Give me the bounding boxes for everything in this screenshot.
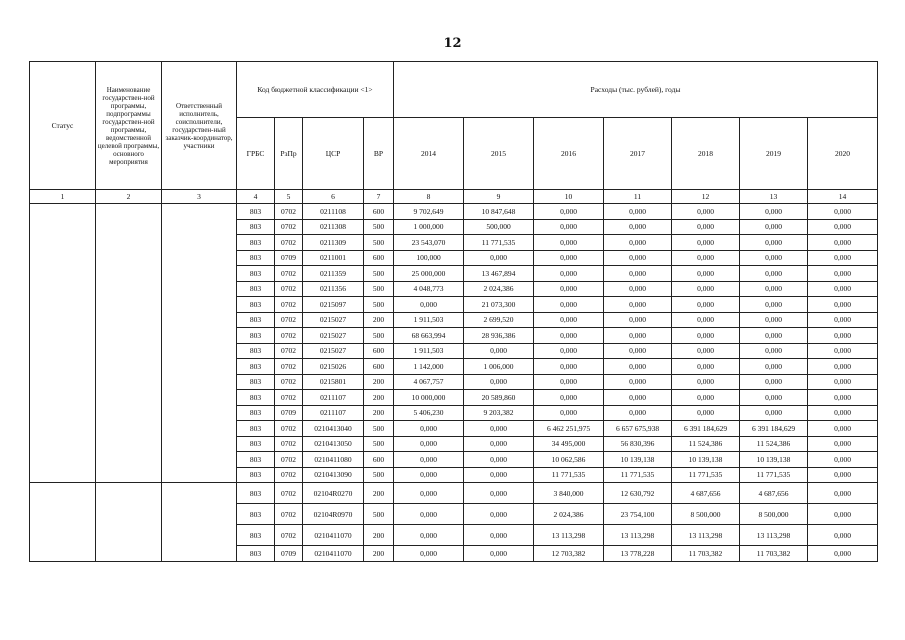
expense-2018-cell: 11 703,382 — [672, 546, 740, 562]
expense-2017-cell: 6 657 675,938 — [604, 421, 672, 437]
csr-cell: 0210411070 — [303, 525, 364, 546]
header-year-2016: 2016 — [534, 118, 604, 190]
vr-cell: 200 — [364, 546, 394, 562]
column-number: 3 — [162, 190, 237, 204]
expense-2015-cell: 0,000 — [464, 452, 534, 468]
rzpr-cell: 0702 — [275, 312, 303, 328]
header-year-2015: 2015 — [464, 118, 534, 190]
rzpr-cell: 0702 — [275, 390, 303, 406]
expense-2019-cell: 4 687,656 — [740, 483, 808, 504]
vr-cell: 500 — [364, 297, 394, 313]
grbs-cell: 803 — [237, 235, 275, 251]
expense-2018-cell: 6 391 184,629 — [672, 421, 740, 437]
expense-2019-cell: 11 524,386 — [740, 436, 808, 452]
grbs-cell: 803 — [237, 436, 275, 452]
expense-2020-cell: 0,000 — [808, 343, 878, 359]
expense-2018-cell: 0,000 — [672, 297, 740, 313]
expense-2020-cell: 0,000 — [808, 467, 878, 483]
column-number: 7 — [364, 190, 394, 204]
csr-cell: 02104R0270 — [303, 483, 364, 504]
expense-2015-cell: 13 467,894 — [464, 266, 534, 282]
expense-2020-cell: 0,000 — [808, 452, 878, 468]
expense-2014-cell: 0,000 — [394, 546, 464, 562]
expense-2016-cell: 10 062,586 — [534, 452, 604, 468]
expense-2015-cell: 500,000 — [464, 219, 534, 235]
expense-2019-cell: 0,000 — [740, 359, 808, 375]
expense-2017-cell: 0,000 — [604, 281, 672, 297]
expense-2020-cell: 0,000 — [808, 359, 878, 375]
expense-2017-cell: 0,000 — [604, 328, 672, 344]
expense-2016-cell: 12 703,382 — [534, 546, 604, 562]
expense-2018-cell: 0,000 — [672, 374, 740, 390]
grbs-cell: 803 — [237, 525, 275, 546]
expense-2019-cell: 0,000 — [740, 281, 808, 297]
expense-2016-cell: 0,000 — [534, 204, 604, 220]
expense-2019-cell: 0,000 — [740, 328, 808, 344]
expense-2020-cell: 0,000 — [808, 421, 878, 437]
column-number: 10 — [534, 190, 604, 204]
expense-2019-cell: 11 771,535 — [740, 467, 808, 483]
expense-2014-cell: 100,000 — [394, 250, 464, 266]
grbs-cell: 803 — [237, 359, 275, 375]
expense-2020-cell: 0,000 — [808, 204, 878, 220]
expense-2016-cell: 0,000 — [534, 266, 604, 282]
expense-2019-cell: 0,000 — [740, 235, 808, 251]
expense-2019-cell: 0,000 — [740, 266, 808, 282]
expense-2018-cell: 0,000 — [672, 328, 740, 344]
expense-2018-cell: 0,000 — [672, 359, 740, 375]
expense-2018-cell: 0,000 — [672, 390, 740, 406]
vr-cell: 200 — [364, 374, 394, 390]
header-vr: ВР — [364, 118, 394, 190]
rzpr-cell: 0702 — [275, 374, 303, 390]
expense-2017-cell: 0,000 — [604, 343, 672, 359]
column-number: 6 — [303, 190, 364, 204]
expense-2015-cell: 0,000 — [464, 467, 534, 483]
vr-cell: 200 — [364, 483, 394, 504]
expense-2018-cell: 11 771,535 — [672, 467, 740, 483]
grbs-cell: 803 — [237, 421, 275, 437]
grbs-cell: 803 — [237, 204, 275, 220]
expense-2016-cell: 0,000 — [534, 405, 604, 421]
expense-2017-cell: 13 778,228 — [604, 546, 672, 562]
header-responsible: Ответственный исполнитель, соисполнители, государствен-ный заказчик-координатор, участники — [162, 62, 237, 190]
expense-2019-cell: 13 113,298 — [740, 525, 808, 546]
column-number: 13 — [740, 190, 808, 204]
vr-cell: 500 — [364, 219, 394, 235]
expense-2015-cell: 0,000 — [464, 525, 534, 546]
expense-2020-cell: 0,000 — [808, 297, 878, 313]
expense-2015-cell: 0,000 — [464, 436, 534, 452]
expense-2019-cell: 6 391 184,629 — [740, 421, 808, 437]
grbs-cell: 803 — [237, 297, 275, 313]
csr-cell: 0215027 — [303, 328, 364, 344]
vr-cell: 200 — [364, 525, 394, 546]
header-year-2017: 2017 — [604, 118, 672, 190]
expense-2016-cell: 0,000 — [534, 359, 604, 375]
expense-2016-cell: 34 495,000 — [534, 436, 604, 452]
grbs-cell: 803 — [237, 390, 275, 406]
csr-cell: 0211108 — [303, 204, 364, 220]
expense-2018-cell: 0,000 — [672, 343, 740, 359]
vr-cell: 600 — [364, 452, 394, 468]
expense-2020-cell: 0,000 — [808, 328, 878, 344]
csr-cell: 0211308 — [303, 219, 364, 235]
rzpr-cell: 0702 — [275, 421, 303, 437]
grbs-cell: 803 — [237, 250, 275, 266]
expense-2014-cell: 0,000 — [394, 421, 464, 437]
expense-2020-cell: 0,000 — [808, 374, 878, 390]
expense-2014-cell: 10 000,000 — [394, 390, 464, 406]
rzpr-cell: 0702 — [275, 343, 303, 359]
rzpr-cell: 0702 — [275, 266, 303, 282]
rzpr-cell: 0702 — [275, 467, 303, 483]
status-cell — [30, 483, 96, 562]
rzpr-cell: 0702 — [275, 219, 303, 235]
expense-2020-cell: 0,000 — [808, 390, 878, 406]
expense-2019-cell: 0,000 — [740, 250, 808, 266]
expense-2016-cell: 0,000 — [534, 250, 604, 266]
rzpr-cell: 0702 — [275, 525, 303, 546]
rzpr-cell: 0709 — [275, 546, 303, 562]
grbs-cell: 803 — [237, 546, 275, 562]
expense-2018-cell: 13 113,298 — [672, 525, 740, 546]
expense-2020-cell: 0,000 — [808, 281, 878, 297]
csr-cell: 0210411080 — [303, 452, 364, 468]
vr-cell: 600 — [364, 250, 394, 266]
vr-cell: 500 — [364, 467, 394, 483]
vr-cell: 500 — [364, 504, 394, 525]
csr-cell: 0211107 — [303, 405, 364, 421]
grbs-cell: 803 — [237, 219, 275, 235]
header-budget-code: Код бюджетной классификации <1> — [237, 62, 394, 118]
expense-2014-cell: 0,000 — [394, 504, 464, 525]
expense-2017-cell: 12 630,792 — [604, 483, 672, 504]
expense-2014-cell: 23 543,070 — [394, 235, 464, 251]
header-expenses: Расходы (тыс. рублей), годы — [394, 62, 878, 118]
table-row — [30, 204, 878, 220]
expense-2020-cell: 0,000 — [808, 483, 878, 504]
expense-2017-cell: 0,000 — [604, 266, 672, 282]
header-grbs: ГРБС — [237, 118, 275, 190]
expense-2020-cell: 0,000 — [808, 312, 878, 328]
expense-2018-cell: 0,000 — [672, 281, 740, 297]
column-number: 2 — [96, 190, 162, 204]
vr-cell: 600 — [364, 204, 394, 220]
expense-2015-cell: 1 006,000 — [464, 359, 534, 375]
expense-2020-cell: 0,000 — [808, 405, 878, 421]
grbs-cell: 803 — [237, 504, 275, 525]
expense-2018-cell: 0,000 — [672, 405, 740, 421]
column-number-row — [30, 190, 878, 204]
expense-2018-cell: 8 500,000 — [672, 504, 740, 525]
expense-2018-cell: 0,000 — [672, 266, 740, 282]
rzpr-cell: 0702 — [275, 359, 303, 375]
column-number: 4 — [237, 190, 275, 204]
expense-2019-cell: 0,000 — [740, 343, 808, 359]
expense-2016-cell: 3 840,000 — [534, 483, 604, 504]
csr-cell: 02104R0970 — [303, 504, 364, 525]
expense-2018-cell: 0,000 — [672, 219, 740, 235]
vr-cell: 500 — [364, 436, 394, 452]
expense-2014-cell: 5 406,230 — [394, 405, 464, 421]
expense-2015-cell: 0,000 — [464, 504, 534, 525]
grbs-cell: 803 — [237, 467, 275, 483]
grbs-cell: 803 — [237, 281, 275, 297]
vr-cell: 200 — [364, 390, 394, 406]
grbs-cell: 803 — [237, 405, 275, 421]
grbs-cell: 803 — [237, 374, 275, 390]
column-number: 14 — [808, 190, 878, 204]
csr-cell: 0215026 — [303, 359, 364, 375]
expense-2017-cell: 0,000 — [604, 359, 672, 375]
expense-2015-cell: 2 699,520 — [464, 312, 534, 328]
expense-2014-cell: 4 048,773 — [394, 281, 464, 297]
expense-2014-cell: 4 067,757 — [394, 374, 464, 390]
column-number: 1 — [30, 190, 96, 204]
expense-2020-cell: 0,000 — [808, 235, 878, 251]
expense-2017-cell: 0,000 — [604, 204, 672, 220]
vr-cell: 500 — [364, 328, 394, 344]
vr-cell: 500 — [364, 281, 394, 297]
expense-2016-cell: 0,000 — [534, 343, 604, 359]
vr-cell: 500 — [364, 421, 394, 437]
expense-2017-cell: 0,000 — [604, 405, 672, 421]
expense-2014-cell: 1 142,000 — [394, 359, 464, 375]
csr-cell: 0215801 — [303, 374, 364, 390]
rzpr-cell: 0702 — [275, 436, 303, 452]
expense-2014-cell: 0,000 — [394, 483, 464, 504]
csr-cell: 0210413040 — [303, 421, 364, 437]
expense-2020-cell: 0,000 — [808, 504, 878, 525]
csr-cell: 0215027 — [303, 343, 364, 359]
expense-2014-cell: 0,000 — [394, 297, 464, 313]
grbs-cell: 803 — [237, 483, 275, 504]
column-number: 5 — [275, 190, 303, 204]
expense-2016-cell: 0,000 — [534, 281, 604, 297]
header-status: Статус — [30, 62, 96, 190]
csr-cell: 0215097 — [303, 297, 364, 313]
header-year-2014: 2014 — [394, 118, 464, 190]
expense-2014-cell: 0,000 — [394, 525, 464, 546]
expense-2017-cell: 0,000 — [604, 235, 672, 251]
expense-2017-cell: 0,000 — [604, 219, 672, 235]
expense-2019-cell: 0,000 — [740, 219, 808, 235]
responsible-cell — [162, 483, 237, 562]
column-number: 12 — [672, 190, 740, 204]
expense-2019-cell: 0,000 — [740, 390, 808, 406]
status-cell — [30, 204, 96, 483]
expense-2015-cell: 0,000 — [464, 250, 534, 266]
expense-2014-cell: 1 000,000 — [394, 219, 464, 235]
program-name-cell — [96, 483, 162, 562]
rzpr-cell: 0702 — [275, 297, 303, 313]
expense-2020-cell: 0,000 — [808, 250, 878, 266]
header-year-2018: 2018 — [672, 118, 740, 190]
expense-2020-cell: 0,000 — [808, 219, 878, 235]
expense-2018-cell: 10 139,138 — [672, 452, 740, 468]
expense-2014-cell: 25 000,000 — [394, 266, 464, 282]
header-year-2020: 2020 — [808, 118, 878, 190]
expense-2017-cell: 0,000 — [604, 374, 672, 390]
expense-2015-cell: 11 771,535 — [464, 235, 534, 251]
expense-2016-cell: 0,000 — [534, 297, 604, 313]
expense-2015-cell: 28 936,386 — [464, 328, 534, 344]
expense-2015-cell: 0,000 — [464, 343, 534, 359]
vr-cell: 500 — [364, 266, 394, 282]
expense-2016-cell: 0,000 — [534, 235, 604, 251]
budget-table — [29, 61, 878, 562]
expense-2017-cell: 23 754,100 — [604, 504, 672, 525]
grbs-cell: 803 — [237, 312, 275, 328]
responsible-cell — [162, 204, 237, 483]
header-csr: ЦСР — [303, 118, 364, 190]
expense-2014-cell: 9 702,649 — [394, 204, 464, 220]
column-number: 9 — [464, 190, 534, 204]
rzpr-cell: 0702 — [275, 281, 303, 297]
expense-2016-cell: 11 771,535 — [534, 467, 604, 483]
expense-2019-cell: 8 500,000 — [740, 504, 808, 525]
expense-2017-cell: 0,000 — [604, 312, 672, 328]
expense-2019-cell: 10 139,138 — [740, 452, 808, 468]
csr-cell: 0210411070 — [303, 546, 364, 562]
csr-cell: 0210413050 — [303, 436, 364, 452]
rzpr-cell: 0709 — [275, 250, 303, 266]
expense-2014-cell: 1 911,503 — [394, 343, 464, 359]
column-number: 11 — [604, 190, 672, 204]
expense-2014-cell: 1 911,503 — [394, 312, 464, 328]
expense-2020-cell: 0,000 — [808, 436, 878, 452]
expense-2018-cell: 0,000 — [672, 312, 740, 328]
header-program-name: Наименование государствен-ной программы, подпрограммы государствен-ной программы, ведомственной целевой программы, основного мероприятия — [96, 62, 162, 190]
rzpr-cell: 0702 — [275, 204, 303, 220]
expense-2017-cell: 0,000 — [604, 297, 672, 313]
expense-2018-cell: 4 687,656 — [672, 483, 740, 504]
expense-2019-cell: 0,000 — [740, 405, 808, 421]
csr-cell: 0211107 — [303, 390, 364, 406]
expense-2014-cell: 0,000 — [394, 452, 464, 468]
program-name-cell — [96, 204, 162, 483]
column-number: 8 — [394, 190, 464, 204]
expense-2018-cell: 0,000 — [672, 250, 740, 266]
expense-2017-cell: 13 113,298 — [604, 525, 672, 546]
expense-2017-cell: 11 771,535 — [604, 467, 672, 483]
expense-2019-cell: 0,000 — [740, 374, 808, 390]
vr-cell: 200 — [364, 405, 394, 421]
expense-2015-cell: 0,000 — [464, 483, 534, 504]
expense-2017-cell: 0,000 — [604, 250, 672, 266]
expense-2016-cell: 2 024,386 — [534, 504, 604, 525]
rzpr-cell: 0702 — [275, 452, 303, 468]
expense-2015-cell: 9 203,382 — [464, 405, 534, 421]
expense-2020-cell: 0,000 — [808, 525, 878, 546]
csr-cell: 0215027 — [303, 312, 364, 328]
grbs-cell: 803 — [237, 266, 275, 282]
vr-cell: 600 — [364, 359, 394, 375]
expense-2019-cell: 0,000 — [740, 297, 808, 313]
expense-2020-cell: 0,000 — [808, 546, 878, 562]
expense-2018-cell: 0,000 — [672, 204, 740, 220]
page-number: 12 — [443, 36, 462, 51]
rzpr-cell: 0702 — [275, 483, 303, 504]
expense-2017-cell: 56 830,396 — [604, 436, 672, 452]
expense-2016-cell: 13 113,298 — [534, 525, 604, 546]
header-year-2019: 2019 — [740, 118, 808, 190]
csr-cell: 0210413090 — [303, 467, 364, 483]
expense-2015-cell: 0,000 — [464, 374, 534, 390]
expense-2014-cell: 68 663,994 — [394, 328, 464, 344]
expense-2015-cell: 2 024,386 — [464, 281, 534, 297]
expense-2015-cell: 20 589,860 — [464, 390, 534, 406]
vr-cell: 500 — [364, 235, 394, 251]
expense-2018-cell: 11 524,386 — [672, 436, 740, 452]
csr-cell: 0211356 — [303, 281, 364, 297]
table-row — [30, 483, 878, 504]
rzpr-cell: 0709 — [275, 405, 303, 421]
expense-2016-cell: 0,000 — [534, 374, 604, 390]
expense-2020-cell: 0,000 — [808, 266, 878, 282]
expense-2015-cell: 0,000 — [464, 546, 534, 562]
expense-2015-cell: 10 847,648 — [464, 204, 534, 220]
expense-2014-cell: 0,000 — [394, 436, 464, 452]
grbs-cell: 803 — [237, 343, 275, 359]
expense-2016-cell: 0,000 — [534, 390, 604, 406]
expense-2016-cell: 0,000 — [534, 219, 604, 235]
expense-2018-cell: 0,000 — [672, 235, 740, 251]
expense-2016-cell: 0,000 — [534, 328, 604, 344]
expense-2014-cell: 0,000 — [394, 467, 464, 483]
vr-cell: 200 — [364, 312, 394, 328]
rzpr-cell: 0702 — [275, 504, 303, 525]
grbs-cell: 803 — [237, 452, 275, 468]
grbs-cell: 803 — [237, 328, 275, 344]
rzpr-cell: 0702 — [275, 328, 303, 344]
vr-cell: 600 — [364, 343, 394, 359]
expense-2019-cell: 11 703,382 — [740, 546, 808, 562]
expense-2016-cell: 6 462 251,975 — [534, 421, 604, 437]
expense-2017-cell: 10 139,138 — [604, 452, 672, 468]
expense-2019-cell: 0,000 — [740, 204, 808, 220]
csr-cell: 0211309 — [303, 235, 364, 251]
expense-2015-cell: 21 073,300 — [464, 297, 534, 313]
csr-cell: 0211001 — [303, 250, 364, 266]
expense-2017-cell: 0,000 — [604, 390, 672, 406]
csr-cell: 0211359 — [303, 266, 364, 282]
expense-2019-cell: 0,000 — [740, 312, 808, 328]
expense-2016-cell: 0,000 — [534, 312, 604, 328]
rzpr-cell: 0702 — [275, 235, 303, 251]
header-rzpr: РзПр — [275, 118, 303, 190]
expense-2015-cell: 0,000 — [464, 421, 534, 437]
